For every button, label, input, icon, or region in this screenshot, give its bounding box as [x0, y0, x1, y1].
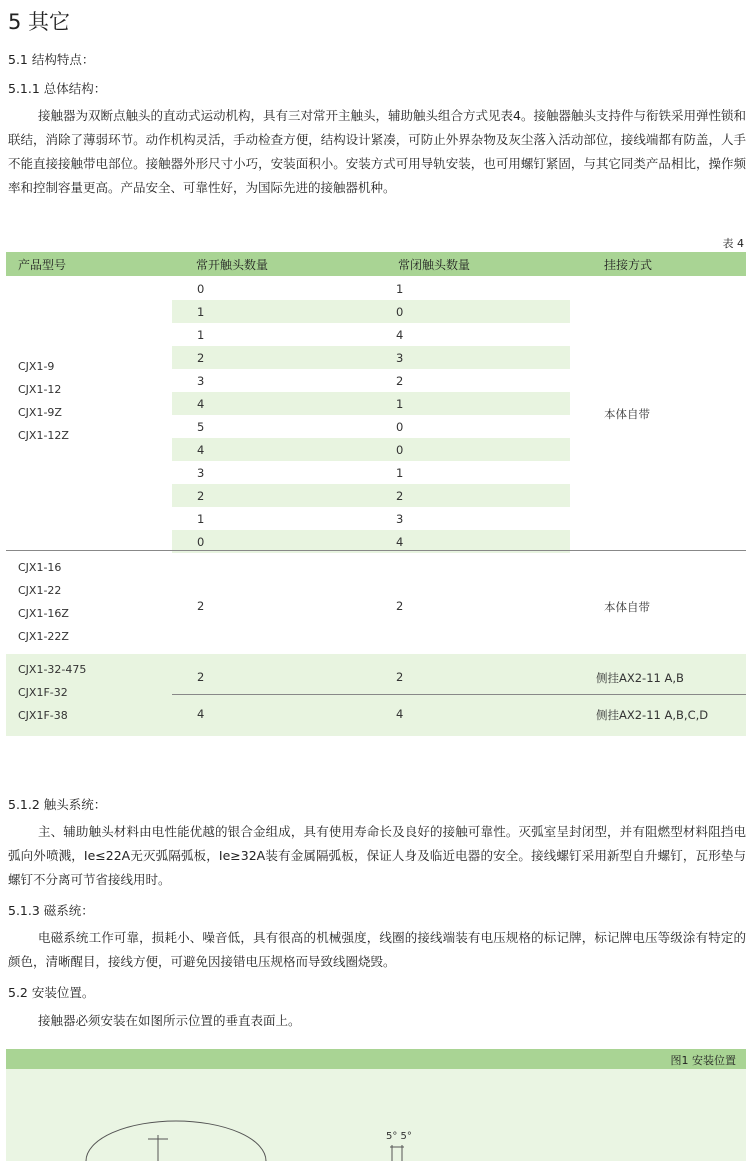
g1-r1-no: 0: [197, 282, 205, 296]
section-title: 5 其它: [8, 10, 71, 34]
paragraph-contact-system: 主、辅助触头材料由电性能优越的银合金组成，具有使用寿命长及良好的接触可靠性。灭弧室呈封闭型，并有阻燃型材料阻挡电弧向外喷溅，Ie≤22A无灭弧隔弧板，Ie≥32A装有金属隔弧板，保证人身及临近电器的安全。接线螺钉采用新型自升螺钉，瓦形垫与螺钉不分离可节省接线用时。: [8, 824, 746, 887]
table-caption: 表 4: [722, 237, 744, 250]
separator-2: [172, 694, 746, 695]
table-header-row: [6, 252, 746, 276]
g3-model-3: CJX1F-38: [18, 709, 68, 722]
g3-r1-nc: 2: [396, 670, 404, 684]
paragraph-overall-structure: 接触器为双断点触头的直动式运动机构，具有三对常开主触头，辅助触头组合方式见表4。接触器触头支持件与衔铁采用弹性锁和联结，消除了薄弱环节。动作机构灵活，手动检查方便，结构设计紧凑，可防止外界杂物及灰尘落入活动部位，接线端都有防盖，人手不能直接接触带电部位。接触器外形尺寸小巧，安装面积小。安装方式可用导轨安装，也可用螺钉紧固，与其它同类产品相比，操作频率和控制容量更高。产品安全、可靠性好，为国际先进的接触器机种。: [8, 108, 746, 195]
g1-model-1: CJX1-9: [18, 360, 55, 373]
table-4: [6, 252, 746, 736]
paragraph-install-position: 接触器必须安装在如图所示位置的垂直表面上。: [38, 1013, 301, 1028]
g1-r8-nc: 0: [396, 443, 404, 457]
header-mount-type: 挂接方式: [604, 258, 653, 272]
g1-r4-nc: 3: [396, 351, 404, 365]
g2-mount: 本体自带: [604, 600, 650, 614]
g3-r2-no: 4: [197, 707, 205, 721]
g1-r6-no: 4: [197, 397, 205, 411]
g1-model-3: CJX1-9Z: [18, 406, 62, 419]
g1-r5-no: 3: [197, 374, 205, 388]
g3-model-1: CJX1-32-475: [18, 663, 87, 676]
paragraph-magnetic-system: 电磁系统工作可靠，损耗小、噪音低，具有很高的机械强度，线圈的接线端装有电压规格的标记牌，标记牌电压等级涂有特定的颜色，清晰醒目，接线方便，可避免因接错电压规格而导致线圈烧毁。: [8, 930, 746, 969]
g1-r7-nc: 0: [396, 420, 404, 434]
heading-5-1-1: 5.1.1 总体结构：: [8, 81, 107, 96]
heading-5-1-2: 5.1.2 触头系统：: [8, 797, 107, 812]
g1-r12-no: 0: [197, 535, 205, 549]
arc-outline: [86, 1121, 266, 1161]
g2-model-3: CJX1-16Z: [18, 607, 69, 620]
g2-model-1: CJX1-16: [18, 561, 62, 574]
g1-r5-nc: 2: [396, 374, 404, 388]
g1-r2-no: 1: [197, 305, 205, 319]
g1-model-4: CJX1-12Z: [18, 429, 69, 442]
g3-r2-mount: 侧挂AX2-11 A,B,C,D: [596, 708, 709, 722]
g1-r7-no: 5: [197, 420, 205, 434]
g1-r3-no: 1: [197, 328, 205, 342]
g2-model-2: CJX1-22: [18, 584, 62, 597]
header-no-contacts: 常开触头数量: [196, 258, 269, 272]
g3-r2-nc: 4: [396, 707, 404, 721]
g1-r2-nc: 0: [396, 305, 404, 319]
figure-install-position: [6, 1049, 746, 1161]
g1-r10-nc: 2: [396, 489, 404, 503]
header-model: 产品型号: [18, 258, 67, 272]
g1-r8-no: 4: [197, 443, 205, 457]
angle-label: 5° 5°: [386, 1131, 412, 1142]
header-nc-contacts: 常闭触头数量: [398, 258, 471, 272]
g2-nc: 2: [396, 599, 404, 613]
g2-model-4: CJX1-22Z: [18, 630, 69, 643]
g1-r1-nc: 1: [396, 282, 404, 296]
g3-r1-mount: 侧挂AX2-11 A,B: [596, 671, 684, 685]
separator-1: [6, 550, 746, 551]
g1-mount: 本体自带: [604, 407, 650, 421]
g3-model-2: CJX1F-32: [18, 686, 68, 699]
g1-model-2: CJX1-12: [18, 383, 62, 396]
g1-r6-nc: 1: [396, 397, 404, 411]
heading-5-1-3: 5.1.3 磁系统：: [8, 903, 94, 918]
heading-5-2: 5.2 安装位置。: [8, 985, 95, 1000]
heading-5-1: 5.1 结构特点：: [8, 52, 95, 67]
g1-r10-no: 2: [197, 489, 205, 503]
install-diagram: [6, 1049, 746, 1161]
g1-r12-nc: 4: [396, 535, 404, 549]
figure-caption: 图1 安装位置: [670, 1054, 736, 1067]
g1-r4-no: 2: [197, 351, 205, 365]
g2-no: 2: [197, 599, 205, 613]
g1-r9-no: 3: [197, 466, 205, 480]
g1-r3-nc: 4: [396, 328, 404, 342]
angle-lines: [390, 1145, 404, 1161]
g1-r9-nc: 1: [396, 466, 404, 480]
g1-r11-no: 1: [197, 512, 205, 526]
g1-r11-nc: 3: [396, 512, 404, 526]
g3-r1-no: 2: [197, 670, 205, 684]
